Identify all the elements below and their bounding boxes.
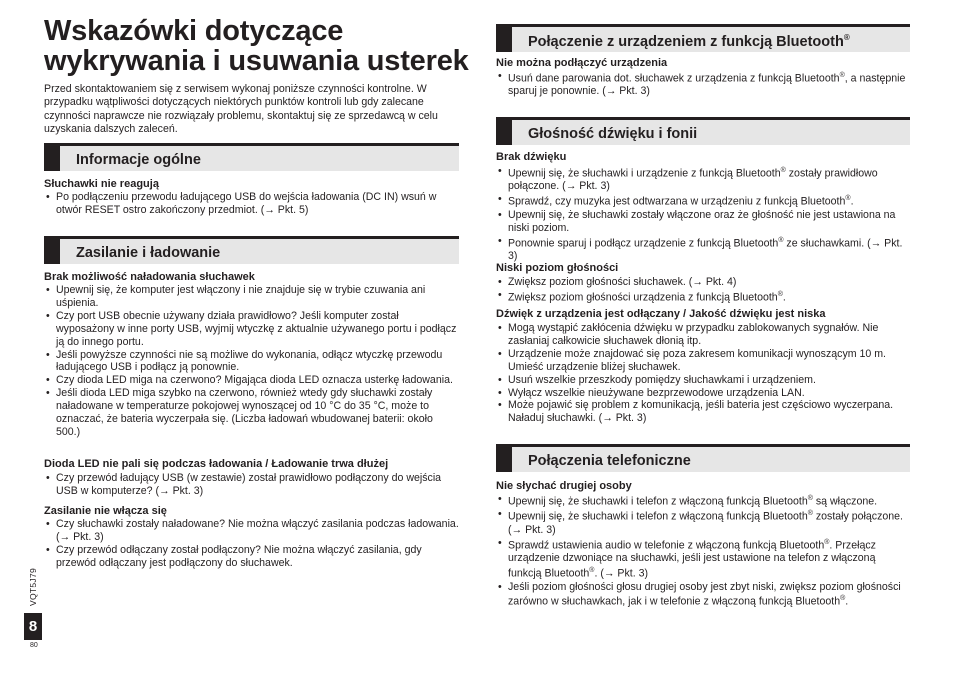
list-item: • Zwiększ poziom głośności urządzenia z funkcją Bluetooth®. bbox=[496, 289, 910, 304]
section-marker bbox=[496, 27, 512, 52]
list-item: • Ponownie sparuj i podłącz urządzenie z funkcją Bluetooth® ze słuchawkami. (→ Pkt. 3) bbox=[496, 235, 910, 263]
volume-sub-3: Dźwięk z urządzenia jest odłączany / Jakość dźwięku jest niska bbox=[496, 308, 826, 320]
power-sub-3: Zasilanie nie włącza się bbox=[44, 505, 167, 517]
intro-paragraph: Przed skontaktowaniem się z serwisem wykonaj poniższe czynności kontrolne. W przypadku wątpliwości dotyczących niektórych punktów kontroli lub gdy zalecane czynności naprawcze nie rozwiązały problemu, skontaktuj się ze sprzedawcą w celu uzyskania dalszych zaleceń. bbox=[44, 83, 438, 135]
volume-list-3 bbox=[496, 322, 910, 425]
page-title bbox=[44, 16, 474, 76]
power-sub-2: Dioda LED nie pali się podczas ładowania / Ładowanie trwa dłużej bbox=[44, 458, 389, 470]
list-item: • Usuń dane parowania dot. słuchawek z urządzenia z funkcją Bluetooth®, a następnie sparuj je ponownie. (→ Pkt. 3) bbox=[496, 70, 910, 98]
list-item: • Urządzenie może znajdować się poza zakresem komunikacji wynoszącym 10 m. Umieść urządzenie bliżej słuchawek. bbox=[496, 348, 910, 374]
section-bluetooth-title: Połączenie z urządzeniem z funkcją Bluetooth® bbox=[528, 33, 850, 50]
list-item: • Czy przewód ładujący USB (w zestawie) został prawidłowo podłączony do wejścia USB w komputerze? (→ Pkt. 3) bbox=[44, 472, 459, 498]
list-item: • Sprawdź ustawienia audio w telefonie z włączoną funkcją Bluetooth®. Przełącz urządzenie dzwoniące na słuchawki, jeśli jest ustawione na telefon z włączoną funkcją Bluetooth®. (→ Pkt. 3) bbox=[496, 537, 910, 581]
section-general-header bbox=[44, 143, 459, 171]
section-phone-header bbox=[496, 444, 910, 472]
power-list-1 bbox=[44, 284, 459, 439]
general-list-1 bbox=[44, 191, 459, 217]
bluetooth-sub-1: Nie można podłączyć urządzenia bbox=[496, 57, 668, 69]
list-item: • Mogą wystąpić zakłócenia dźwięku w przypadku zablokowanych sygnałów. Nie zasłaniaj całkowicie słuchawek dłonią itp. bbox=[496, 322, 910, 348]
section-phone-title: Połączenia telefoniczne bbox=[528, 453, 691, 469]
page-sub-number: 80 bbox=[30, 642, 38, 649]
list-item: • Po podłączeniu przewodu ładującego USB do wejścia ładowania (DC IN) wsuń w otwór RESET ostro zakończony przedmiot. (→ Pkt. 5) bbox=[44, 191, 459, 217]
list-item: • Usuń wszelkie przeszkody pomiędzy słuchawkami i urządzeniem. bbox=[496, 374, 910, 387]
section-marker bbox=[496, 120, 512, 145]
list-item: • Czy port USB obecnie używany działa prawidłowo? Jeśli komputer został wyposażony w inne porty USB, wyjmij wtyczkę z aktualnie używanego portu i podłącz ją do innego portu. bbox=[44, 310, 459, 349]
list-item: • Upewnij się, że słuchawki zostały włączone oraz że głośność nie jest ustawiona na niski poziom. bbox=[496, 209, 910, 235]
list-item: • Wyłącz wszelkie nieużywane bezprzewodowe urządzenia LAN. bbox=[496, 387, 910, 400]
general-sub-1: Słuchawki nie reagują bbox=[44, 178, 159, 190]
title-line-1: Wskazówki dotyczące bbox=[44, 15, 344, 47]
volume-sub-1: Brak dźwięku bbox=[496, 151, 567, 163]
list-item: • Jeśli powyższe czynności nie są możliwe do wykonania, odłącz wtyczkę przewodu ładującego USB i podłącz ją ponownie. bbox=[44, 349, 459, 375]
document-code: VQT5J79 bbox=[28, 568, 38, 607]
list-item: • Czy dioda LED miga na czerwono? Migająca dioda LED oznacza usterkę ładowania. bbox=[44, 374, 459, 387]
volume-list-2 bbox=[496, 276, 910, 304]
title-line-2: wykrywania i usuwania usterek bbox=[44, 45, 469, 77]
power-list-2 bbox=[44, 472, 459, 498]
section-volume-title: Głośność dźwięku i fonii bbox=[528, 126, 698, 142]
phone-list-1 bbox=[496, 493, 910, 609]
volume-sub-2: Niski poziom głośności bbox=[496, 262, 619, 274]
power-list-3 bbox=[44, 518, 459, 570]
section-marker bbox=[44, 146, 60, 171]
section-volume-header bbox=[496, 117, 910, 145]
list-item: • Upewnij się, że słuchawki i telefon z włączoną funkcją Bluetooth® są włączone. bbox=[496, 493, 910, 508]
list-item: • Czy słuchawki zostały naładowane? Nie można włączyć zasilania podczas ładowania. (→ Pkt. 3) bbox=[44, 518, 459, 544]
list-item: • Sprawdź, czy muzyka jest odtwarzana w urządzeniu z funkcją Bluetooth®. bbox=[496, 193, 910, 208]
section-power-title: Zasilanie i ładowanie bbox=[76, 245, 221, 261]
section-marker bbox=[44, 239, 60, 264]
list-item: • Upewnij się, że słuchawki i telefon z włączoną funkcją Bluetooth® zostały połączone. (→ Pkt. 3) bbox=[496, 508, 910, 536]
phone-sub-1: Nie słychać drugiej osoby bbox=[496, 480, 632, 492]
list-item: • Zwiększ poziom głośności słuchawek. (→ Pkt. 4) bbox=[496, 276, 910, 289]
list-item: • Może pojawić się problem z komunikacją, jeśli bateria jest częściowo wyczerpana. Naładuj słuchawki. (→ Pkt. 3) bbox=[496, 399, 910, 425]
section-general-title: Informacje ogólne bbox=[76, 152, 201, 168]
list-item: • Upewnij się, że słuchawki i urządzenie z funkcją Bluetooth® zostały prawidłowo połączone. (→ Pkt. 3) bbox=[496, 165, 910, 193]
bluetooth-list-1 bbox=[496, 70, 910, 98]
list-item: • Jeśli dioda LED miga szybko na czerwono, również wtedy gdy słuchawki zostały naładowane w temperaturze pokojowej wynoszącej od 10 °C do 35 °C, może to oznaczać, że bateria wyczerpała się. (Liczba ładowań wbudowanej baterii: około 500.) bbox=[44, 387, 459, 439]
section-power-header bbox=[44, 236, 459, 264]
power-sub-1: Brak możliwość naładowania słuchawek bbox=[44, 271, 255, 283]
section-marker bbox=[496, 447, 512, 472]
list-item: • Jeśli poziom głośności głosu drugiej osoby jest zbyt niski, zwiększ poziom głośności zarówno w słuchawkach, jak i w telefonie z włączoną funkcją Bluetooth®. bbox=[496, 581, 910, 609]
section-bluetooth-header bbox=[496, 24, 910, 52]
list-item: • Upewnij się, że komputer jest włączony i nie znajduje się w trybie czuwania ani uśpienia. bbox=[44, 284, 459, 310]
list-item: • Czy przewód odłączany został podłączony? Nie można włączyć zasilania, gdy przewód odłączany jest podłączony do słuchawek. bbox=[44, 544, 459, 570]
volume-list-1 bbox=[496, 165, 910, 263]
page-number: 8 bbox=[24, 613, 42, 640]
